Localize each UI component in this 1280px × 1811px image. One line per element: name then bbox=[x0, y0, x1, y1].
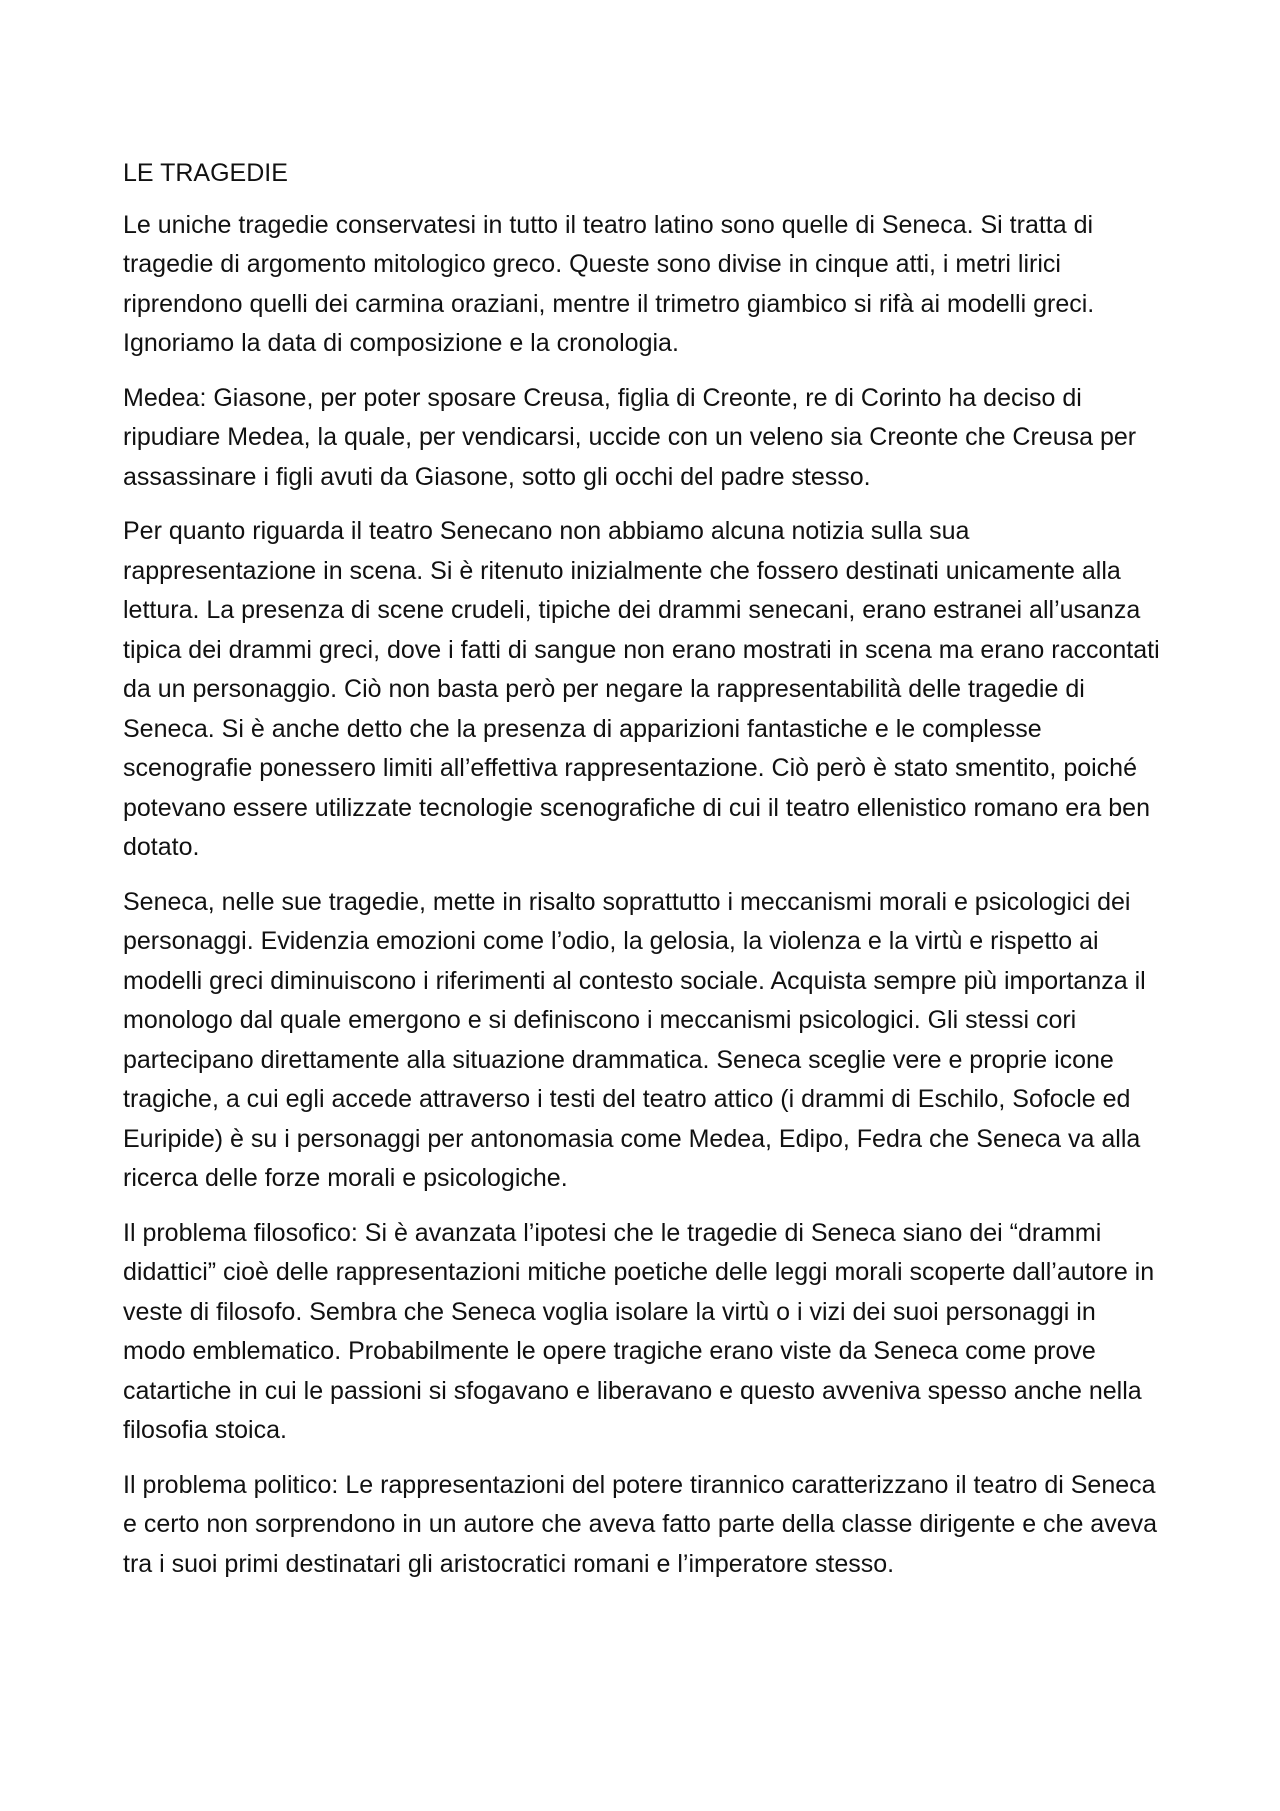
paragraph-medea: Medea: Giasone, per poter sposare Creusa, figlia di Creonte, re di Corinto ha deciso di ripudiare Medea, la quale, per vendicarsi, uccide con un veleno sia Creonte che Creusa per assassinare i figli avuti da Giasone, sotto gli occhi del padre stesso. bbox=[123, 383, 1137, 491]
paragraph-political-problem: Il problema politico: Le rappresentazioni del potere tirannico caratterizzano il teatro di Seneca e certo non sorprendono in un autore che aveva fatto parte della classe dirigente e che aveva tra i suoi primi destinatari gli aristocratici romani e l’imperatore stesso. bbox=[123, 1470, 1158, 1578]
document-body bbox=[123, 154, 1163, 1599]
paragraph-staging: Per quanto riguarda il teatro Senecano non abbiamo alcuna notizia sulla sua rappresentazione in scena. Si è ritenuto inizialmente che fossero destinati unicamente alla lettura. La presenza di scene crudeli, tipiche dei drammi senecani, erano estranei all’usanza tipica dei drammi greci, dove i fatti di sangue non erano mostrati in scena ma erano raccontati da un personaggio. Ciò non basta però per negare la rappresentabilità delle tragedie di Seneca. Si è anche detto che la presenza di apparizioni fantastiche e le complesse scenografie ponessero limiti all’effettiva rappresentazione. Ciò però è stato smentito, poiché potevano essere utilizzate tecnologie scenografiche di cui il teatro ellenistico romano era ben dotato. bbox=[123, 517, 1160, 861]
document-title: LE TRAGEDIE bbox=[123, 159, 288, 187]
paragraph-introduction: Le uniche tragedie conservatesi in tutto il teatro latino sono quelle di Seneca. Si tratta di tragedie di argomento mitologico greco. Queste sono divise in cinque atti, i metri lirici riprendono quelli dei carmina oraziani, mentre il trimetro giambico si rifà ai modelli greci. Ignoriamo la data di composizione e la cronologia. bbox=[123, 210, 1095, 357]
paragraph-philosophical-problem: Il problema filosofico: Si è avanzata l’ipotesi che le tragedie di Seneca siano dei “drammi didattici” cioè delle rappresentazioni mitiche poetiche delle leggi morali scoperte dall’autore in veste di filosofo. Sembra che Seneca voglia isolare la virtù o i vizi dei suoi personaggi in modo emblematico. Probabilmente le opere tragiche erano viste da Seneca come prove catartiche in cui le passioni si sfogavano e liberavano e questo avveniva spesso anche nella filosofia stoica. bbox=[123, 1218, 1155, 1444]
paragraph-psychology: Seneca, nelle sue tragedie, mette in risalto soprattutto i meccanismi morali e psicologici dei personaggi. Evidenzia emozioni come l’odio, la gelosia, la violenza e la virtù e rispetto ai modelli greci diminuiscono i riferimenti al contesto sociale. Acquista sempre più importanza il monologo dal quale emergono e si definiscono i meccanismi psicologici. Gli stessi cori partecipano direttamente alla situazione drammatica. Seneca sceglie vere e proprie icone tragiche, a cui egli accede attraverso i testi del teatro attico (i drammi di Eschilo, Sofocle ed Euripide) è su i personaggi per antonomasia come Medea, Edipo, Fedra che Seneca va alla ricerca delle forze morali e psicologiche. bbox=[123, 887, 1146, 1192]
